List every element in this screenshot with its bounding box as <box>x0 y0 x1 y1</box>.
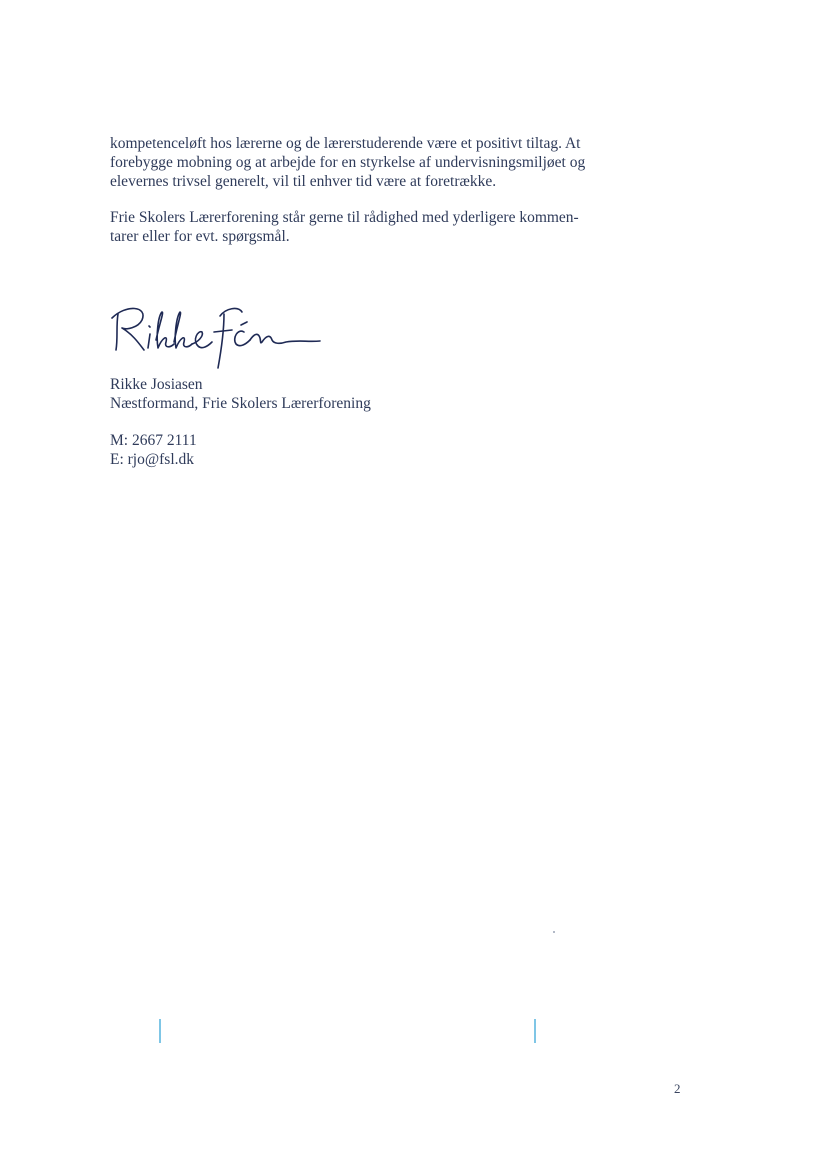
stray-mark <box>553 931 555 933</box>
footer-divider-right <box>534 1019 536 1043</box>
contact-mobile: M: 2667 2111 <box>110 432 197 449</box>
signature-block <box>110 375 610 413</box>
footer-divider-left <box>159 1019 161 1043</box>
body-paragraph-1 <box>110 134 610 191</box>
contact-block <box>110 431 610 469</box>
signer-title: Næstformand, Frie Skolers Lærerforening <box>110 395 371 412</box>
contact-email: E: rjo@fsl.dk <box>110 451 195 468</box>
body-line: tarer eller for evt. spørgsmål. <box>110 228 290 245</box>
signer-name: Rikke Josiasen <box>110 376 203 393</box>
body-line: kompetenceløft hos lærerne og de lærerstuderende være et positivt tiltag. At <box>110 135 581 152</box>
body-line: elevernes trivsel generelt, vil til enhver tid være at foretrække. <box>110 173 497 190</box>
body-line: Frie Skolers Lærerforening står gerne til rådighed med yderligere kommen- <box>110 209 579 226</box>
page-number: 2 <box>674 1081 681 1096</box>
body-line: forebygge mobning og at arbejde for en styrkelse af undervisningsmiljøet og <box>110 154 586 171</box>
body-paragraph-2 <box>110 208 610 246</box>
handwritten-signature <box>108 292 328 372</box>
